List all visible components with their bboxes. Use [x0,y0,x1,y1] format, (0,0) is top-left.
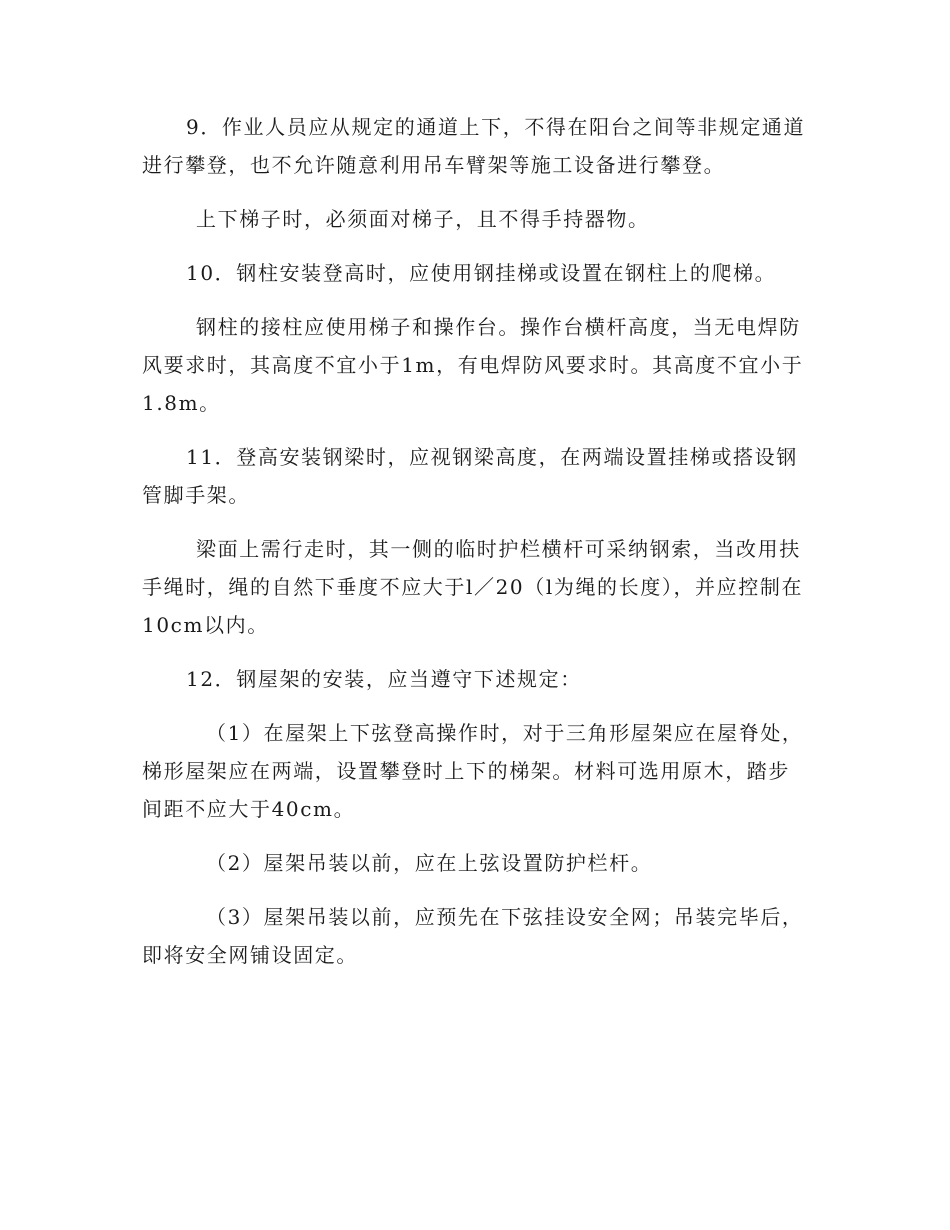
paragraph-item-12: 12．钢屋架的安装，应当遵守下述规定： [186,667,582,691]
paragraph-item-12-1: （1）在屋架上下弦登高操作时，对于三角形屋架应在屋脊处，梯形屋架应在两端，设置攀登时上下的梯架。材料可选用原木，踏步间距不应大于40cm。 [142,721,804,821]
paragraph-item-12-2: （2）屋架吊装以前，应在上弦设置防护栏杆。 [206,851,653,875]
paragraph-item-12-3: （3）屋架吊装以前，应预先在下弦挂设安全网；吊装完毕后，即将安全网铺设固定。 [142,905,804,967]
paragraph-item-10: 10．钢柱安装登高时，应使用钢挂梯或设置在钢柱上的爬梯。 [186,261,777,285]
paragraph-item-11-beam: 梁面上需行走时，其一侧的临时护栏横杆可采纳钢索，当改用扶手绳时，绳的自然下垂度不应大于l／20（l为绳的长度），并应控制在10cm以内。 [142,537,804,637]
document-body [142,108,810,990]
paragraph-item-9: 9．作业人员应从规定的通道上下，不得在阳台之间等非规定通道进行攀登，也不允许随意利用吊车臂架等施工设备进行攀登。 [142,115,806,177]
paragraph-item-9-ladder: 上下梯子时，必须面对梯子，且不得手持器物。 [196,207,650,231]
paragraph-item-11: 11．登高安装钢梁时，应视钢梁高度，在两端设置挂梯或搭设钢管脚手架。 [142,445,798,507]
paragraph-item-10-column: 钢柱的接柱应使用梯子和操作台。操作台横杆高度，当无电焊防风要求时，其高度不宜小于1m，有电焊防风要求时。其高度不宜小于1.8m。 [142,315,804,415]
